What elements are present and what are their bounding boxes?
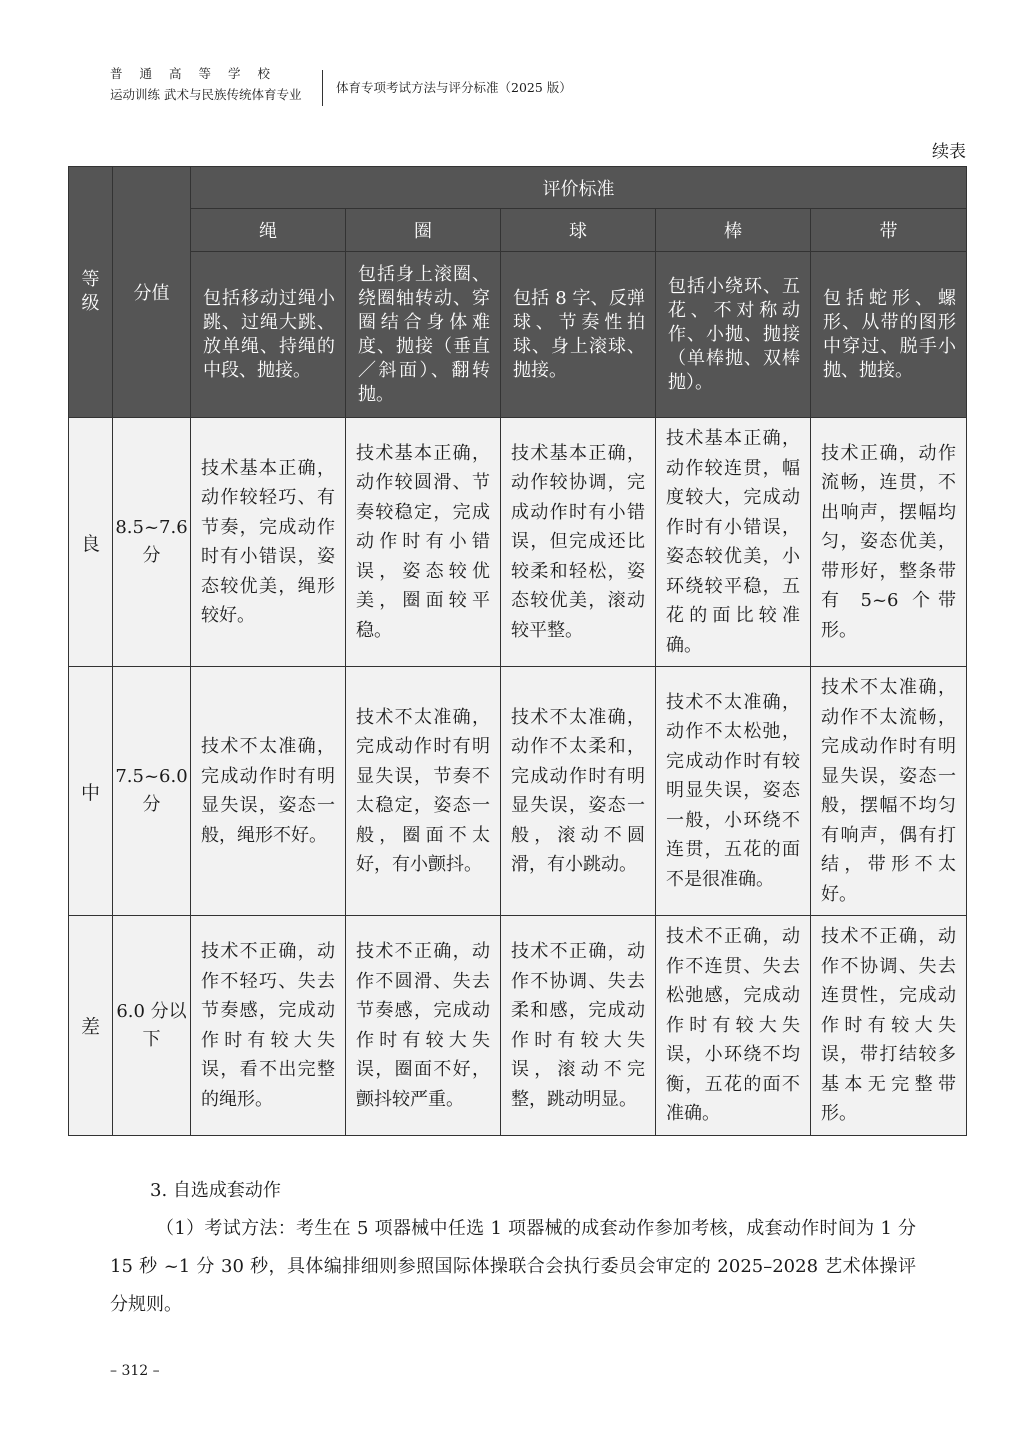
- criteria-cell: 技术不正确，动作不协调、失去柔和感，完成动作时有较大失误，滚动不完整，跳动明显。: [501, 916, 656, 1136]
- criteria-cell: 技术不正确，动作不连贯、失去松弛感，完成动作时有较大失误，小环绕不均衡，五花的面不准确。: [656, 916, 811, 1136]
- apparatus-desc-ball: 包括 8 字、反弹球、节奏性拍球、身上滚球、抛接。: [501, 252, 656, 418]
- criteria-cell: 技术基本正确，动作较协调，完成动作时有小错误，但完成还比较柔和轻松，姿态较优美，滚动较平整。: [501, 418, 656, 667]
- grade-cell: 差: [69, 916, 113, 1136]
- section-title: 3. 自选成套动作: [150, 1180, 281, 1201]
- header-divider: [322, 70, 323, 106]
- header-book-title: 体育专项考试方法与评分标准（2025 版）: [336, 80, 572, 95]
- criteria-cell: 技术正确，动作流畅，连贯，不出响声，摆幅均匀，姿态优美，带形好，整条带有 5~6 个带形。: [811, 418, 967, 667]
- criteria-cell: 技术不太准确，完成动作时有明显失误，节奏不太稳定，姿态一般，圈面不太好，有小颤抖。: [346, 667, 501, 916]
- score-cell: 8.5~7.6 分: [113, 418, 191, 667]
- table-row: [69, 418, 967, 667]
- header-major: 运动训练 武术与民族传统体育专业: [110, 87, 302, 102]
- criteria-cell: 技术基本正确，动作较轻巧、有节奏，完成动作时有小错误，姿态较优美，绳形较好。: [191, 418, 346, 667]
- apparatus-header-ribbon: 带: [811, 209, 967, 252]
- page-number: – 312 –: [110, 1363, 160, 1379]
- score-cell: 6.0 分以下: [113, 916, 191, 1136]
- grade-cell: 中: [69, 667, 113, 916]
- exam-method-paragraph: （1）考试方法：考生在 5 项器械中任选 1 项器械的成套动作参加考核，成套动作时间为 1 分 15 秒 ~1 分 30 秒，具体编排细则参照国际体操联合会执行委员会审定的 2025–2028 艺术体操评分规则。: [110, 1218, 916, 1315]
- table-row: [69, 916, 967, 1136]
- continued-label: 续表: [932, 142, 966, 162]
- grade-header-text: 等级: [81, 269, 100, 314]
- apparatus-desc-rope: 包括移动过绳小跳、过绳大跳、放单绳、持绳的中段、抛接。: [191, 252, 346, 418]
- apparatus-desc-clubs: 包括小绕环、五花、不对称动作、小抛、抛接（单棒抛、双棒抛）。: [656, 252, 811, 418]
- apparatus-desc-ribbon: 包括蛇形、螺形、从带的图形中穿过、脱手小抛、抛接。: [811, 252, 967, 418]
- grade-cell: 良: [69, 418, 113, 667]
- criteria-cell: 技术不太准确，完成动作时有明显失误，姿态一般，绳形不好。: [191, 667, 346, 916]
- apparatus-desc-hoop: 包括身上滚圈、绕圈轴转动、穿圈结合身体难度、抛接（垂直／斜面）、翻转抛。: [346, 252, 501, 418]
- apparatus-header-clubs: 棒: [656, 209, 811, 252]
- score-cell: 7.5~6.0 分: [113, 667, 191, 916]
- criteria-cell: 技术不正确，动作不协调、失去连贯性，完成动作时有较大失误，带打结较多基本无完整带形。: [811, 916, 967, 1136]
- header-left: [110, 66, 320, 104]
- grade-column-header: [69, 167, 113, 418]
- criteria-cell: 技术不太准确，动作不太柔和，完成动作时有明显失误，姿态一般，滚动不圆滑，有小跳动。: [501, 667, 656, 916]
- header-school-type: 普通高等学校: [110, 66, 288, 81]
- apparatus-header-rope: 绳: [191, 209, 346, 252]
- criteria-cell: 技术不太准确，动作不太流畅，完成动作时有明显失误，姿态一般，摆幅不均匀有响声，偶有打结，带形不太好。: [811, 667, 967, 916]
- criteria-cell: 技术不正确，动作不轻巧、失去节奏感，完成动作时有较大失误，看不出完整的绳形。: [191, 916, 346, 1136]
- criteria-cell: 技术基本正确，动作较圆滑、节奏较稳定，完成动作时有小错误，姿态较优美，圈面较平稳。: [346, 418, 501, 667]
- criteria-cell: 技术不正确，动作不圆滑、失去节奏感，完成动作时有较大失误，圈面不好，颤抖较严重。: [346, 916, 501, 1136]
- apparatus-header-hoop: 圈: [346, 209, 501, 252]
- criteria-cell: 技术基本正确，动作较连贯，幅度较大，完成动作时有小错误，姿态较优美，小环绕较平稳，五花的面比较准确。: [656, 418, 811, 667]
- eval-standard-header: 评价标准: [191, 167, 967, 209]
- apparatus-header-ball: 球: [501, 209, 656, 252]
- criteria-cell: 技术不太准确，动作不太松弛，完成动作时有较明显失误，姿态一般，小环绕不连贯，五花的面不是很准确。: [656, 667, 811, 916]
- grading-table: [68, 166, 967, 1136]
- table-row: [69, 667, 967, 916]
- score-column-header: 分值: [113, 167, 191, 418]
